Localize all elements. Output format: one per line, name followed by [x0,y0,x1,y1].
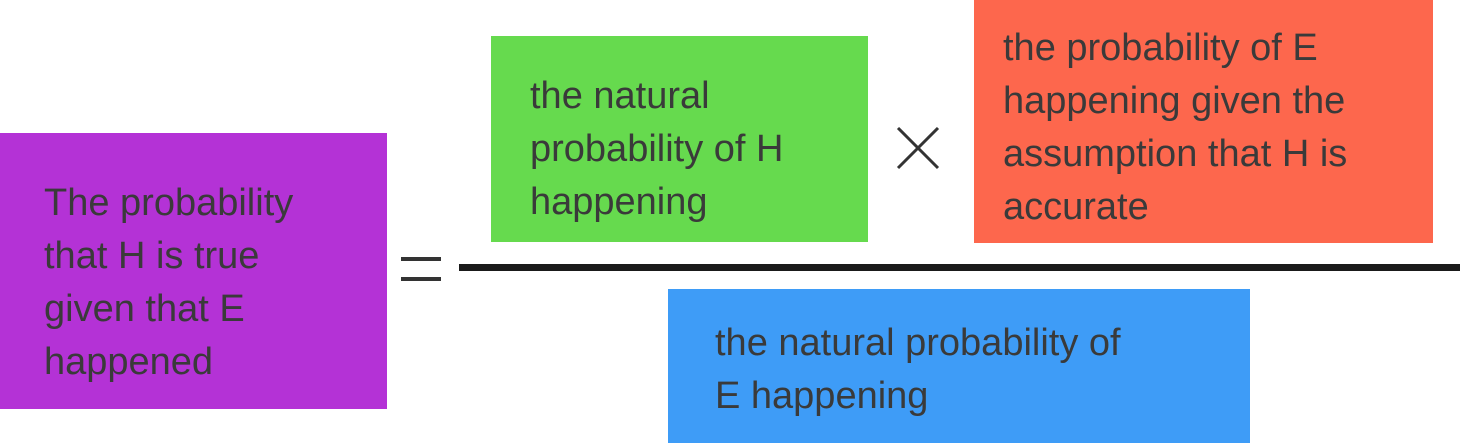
prior-line: probability of H [530,128,784,170]
times-icon [895,125,941,171]
likelihood-line: happening given the [1003,80,1346,122]
posterior-line: happened [44,341,214,383]
likelihood-line: accurate [1003,186,1149,228]
likelihood-line: assumption that H is [1003,133,1348,175]
likelihood-line: the probability of E [1003,27,1318,69]
posterior-line: The probability [44,182,294,224]
posterior-line: given that E [44,288,245,330]
prior-box [491,36,868,242]
evidence-box [668,289,1250,443]
prior-line: the natural [530,75,710,117]
fraction-bar [459,264,1460,271]
posterior-box [0,133,387,409]
posterior-line: that H is true [44,235,260,277]
prior-line: happening [530,181,708,223]
likelihood-box [974,0,1433,243]
evidence-line: E happening [715,375,929,417]
equals-sign-icon [401,257,441,281]
evidence-line: the natural probability of [715,322,1121,364]
